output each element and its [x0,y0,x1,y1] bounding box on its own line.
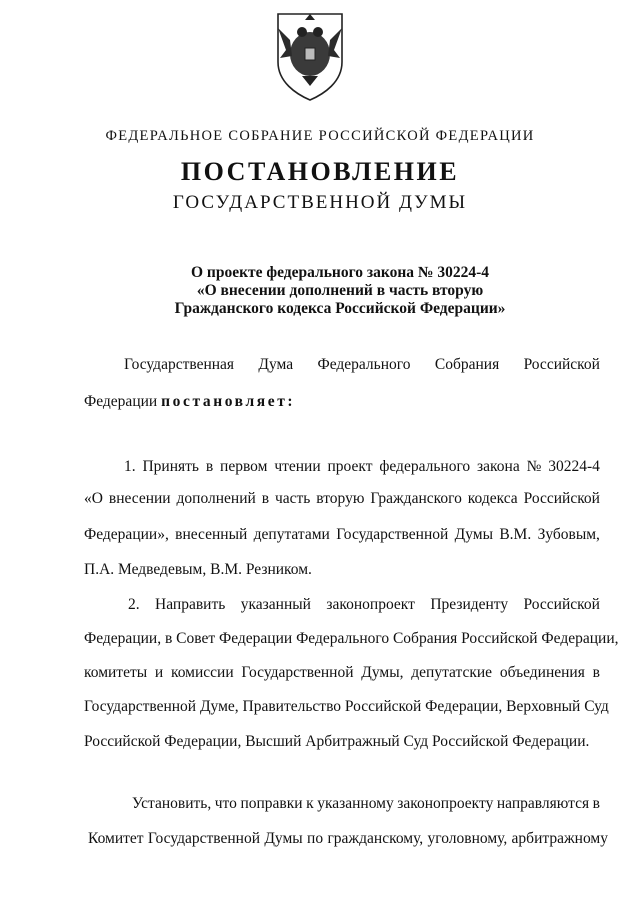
assembly-header: ФЕДЕРАЛЬНОЕ СОБРАНИЕ РОССИЙСКОЙ ФЕДЕРАЦИИ [105,128,535,144]
word: Дума [258,356,294,373]
word: арбитражному [511,830,608,847]
preamble-subject: Федерации [84,393,158,410]
word: Государственной [241,664,354,681]
word: по [307,830,324,847]
word: Федерального [317,356,411,373]
word: Принять [142,458,199,475]
word: комиссии [170,664,234,681]
word: «О [84,490,103,507]
word: указанному [317,795,394,812]
item2-line [84,664,600,682]
word: Государственная [124,356,235,373]
word: внесении [108,490,171,507]
word: внесенный [175,526,248,543]
word: федерального [379,458,471,475]
word: комитеты [84,664,148,681]
word: в [261,490,270,507]
word: Федерации», [84,526,169,543]
word: гражданскому, [327,830,424,847]
word: Российской [523,490,600,507]
word: Собрания [434,356,500,373]
word: что [214,795,237,812]
word: дополнений [176,490,256,507]
word: Думы [264,830,303,847]
word: уголовному, [427,830,508,847]
word: первом [220,458,268,475]
word: депутатские [411,664,493,681]
word: 2. [128,596,140,613]
bill-title-line: Гражданского кодекса Российской Федерации» [174,300,506,317]
item2-line: Государственной Думе, Правительство Российской Федерации, Верховный Суд [84,698,609,715]
word: указанный [240,596,311,613]
word: вторую [316,490,365,507]
word: Президенту [430,596,509,613]
word: в [205,458,214,475]
word: Думы [454,526,493,543]
word: в [592,664,600,681]
word: законопроект [326,596,415,613]
word: Установить, [132,795,212,812]
word: кодекса [467,490,518,507]
word: № [526,458,542,475]
word: часть [274,490,311,507]
item1-line: П.А. Медведевым, В.М. Резником. [84,561,312,578]
word: Комитет [88,830,144,847]
item2-line: Федерации, в Совет Федерации Федерального Собрания Российской Федерации, [84,630,619,647]
word: Государственной [147,830,261,847]
word: Российской [523,356,600,373]
document-subtitle: ГОСУДАРСТВЕННОЙ ДУМЫ [172,192,468,213]
item1-line [84,490,600,508]
word: закона [477,458,520,475]
word: Направить [155,596,226,613]
item2-line [128,596,600,614]
preamble-line [84,393,600,411]
word: законопроекту [397,795,494,812]
word: 1. [124,458,136,475]
word: поправки [240,795,303,812]
bill-title-line: «О внесении дополнений в часть вторую [196,282,484,299]
word: и [154,664,164,681]
word: Государственной [336,526,449,543]
word: депутатами [253,526,330,543]
word: в [592,795,600,812]
word: В.М. [499,526,532,543]
word: Думы, [361,664,404,681]
document-title: ПОСТАНОВЛЕНИЕ [180,157,460,186]
bill-title-line: О проекте федерального закона № 30224-4 [190,264,489,281]
item1-line [84,526,600,544]
item3-line [132,795,600,813]
word: проект [327,458,373,475]
bill-title [130,264,550,318]
word: направляются [496,795,590,812]
word: чтении [274,458,321,475]
word: Российской [523,596,600,613]
word: к [306,795,314,812]
item1-line [124,458,600,476]
item3-line [88,830,608,848]
word: Зубовым, [537,526,600,543]
preamble-verb: постановляет: [161,393,296,410]
word: 30224-4 [548,458,600,475]
item2-line: Российской Федерации, Высший Арбитражный Суд Российской Федерации. [84,733,590,750]
word: Гражданского [370,490,462,507]
word: объединения [499,664,585,681]
coat-of-arms-emblem [272,10,348,102]
preamble-line [124,356,600,374]
